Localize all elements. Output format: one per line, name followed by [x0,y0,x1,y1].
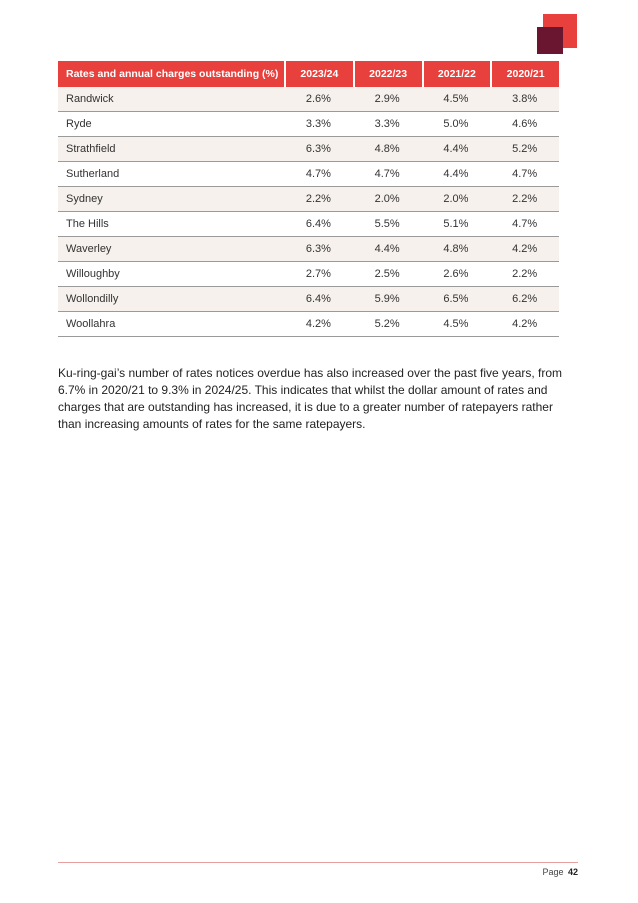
table-row [58,112,559,137]
value-cell: 5.9% [353,287,422,312]
value-cell: 2.0% [422,187,491,212]
council-name: Wollondilly [58,287,284,312]
council-name: Strathfield [58,137,284,162]
table-row [58,312,559,337]
council-name: Ryde [58,112,284,137]
value-cell: 6.5% [422,287,491,312]
table-row [58,287,559,312]
value-cell: 4.8% [422,237,491,262]
council-name: Sutherland [58,162,284,187]
table-row [58,87,559,112]
value-cell: 2.6% [284,87,353,112]
value-cell: 5.2% [490,137,559,162]
value-cell: 4.2% [284,312,353,337]
value-cell: 4.4% [422,162,491,187]
value-cell: 2.0% [353,187,422,212]
value-cell: 6.2% [490,287,559,312]
value-cell: 5.5% [353,212,422,237]
header-cell-2022-23: 2022/23 [353,61,422,87]
logo-maroon-square [537,27,563,54]
header-cell-2021-22: 2021/22 [422,61,491,87]
value-cell: 2.2% [284,187,353,212]
value-cell: 4.6% [490,112,559,137]
header-cell-measure: Rates and annual charges outstanding (%) [58,61,284,87]
value-cell: 4.7% [284,162,353,187]
value-cell: 2.7% [284,262,353,287]
page-number-value: 42 [567,867,578,877]
table-row [58,212,559,237]
value-cell: 4.4% [422,137,491,162]
council-name: Woollahra [58,312,284,337]
value-cell: 4.5% [422,312,491,337]
table-header-row [58,61,559,87]
value-cell: 3.3% [353,112,422,137]
value-cell: 4.4% [353,237,422,262]
table-row [58,237,559,262]
value-cell: 2.9% [353,87,422,112]
council-logo [537,14,577,54]
page-number [542,867,578,877]
header-cell-2023-24: 2023/24 [284,61,353,87]
value-cell: 4.8% [353,137,422,162]
table-row [58,262,559,287]
value-cell: 6.4% [284,287,353,312]
value-cell: 2.2% [490,187,559,212]
value-cell: 4.7% [490,162,559,187]
value-cell: 6.3% [284,137,353,162]
rates-outstanding-table [58,61,559,337]
table-row [58,137,559,162]
value-cell: 4.7% [490,212,559,237]
value-cell: 3.3% [284,112,353,137]
value-cell: 5.2% [353,312,422,337]
council-name: Sydney [58,187,284,212]
value-cell: 5.1% [422,212,491,237]
council-name: Randwick [58,87,284,112]
page-label: Page [542,867,564,877]
value-cell: 3.8% [490,87,559,112]
council-name: Waverley [58,237,284,262]
table-row [58,162,559,187]
value-cell: 6.4% [284,212,353,237]
body-paragraph: Ku-ring-gai’s number of rates notices overdue has also increased over the past five years, from 6.7% in 2020/21 to 9.3% in 2024/25. This indicates that whilst the dollar amount of rates and charges that are outstanding has increased, it is due to a greater number of ratepayers rather than increasing amounts of rates for the same ratepayers. [58,366,563,431]
value-cell: 2.5% [353,262,422,287]
value-cell: 4.2% [490,237,559,262]
header-cell-2020-21: 2020/21 [490,61,559,87]
council-name: The Hills [58,212,284,237]
council-name: Willoughby [58,262,284,287]
value-cell: 2.6% [422,262,491,287]
value-cell: 2.2% [490,262,559,287]
value-cell: 5.0% [422,112,491,137]
value-cell: 4.7% [353,162,422,187]
value-cell: 4.5% [422,87,491,112]
footer-divider [58,862,578,863]
value-cell: 6.3% [284,237,353,262]
table-row [58,187,559,212]
value-cell: 4.2% [490,312,559,337]
